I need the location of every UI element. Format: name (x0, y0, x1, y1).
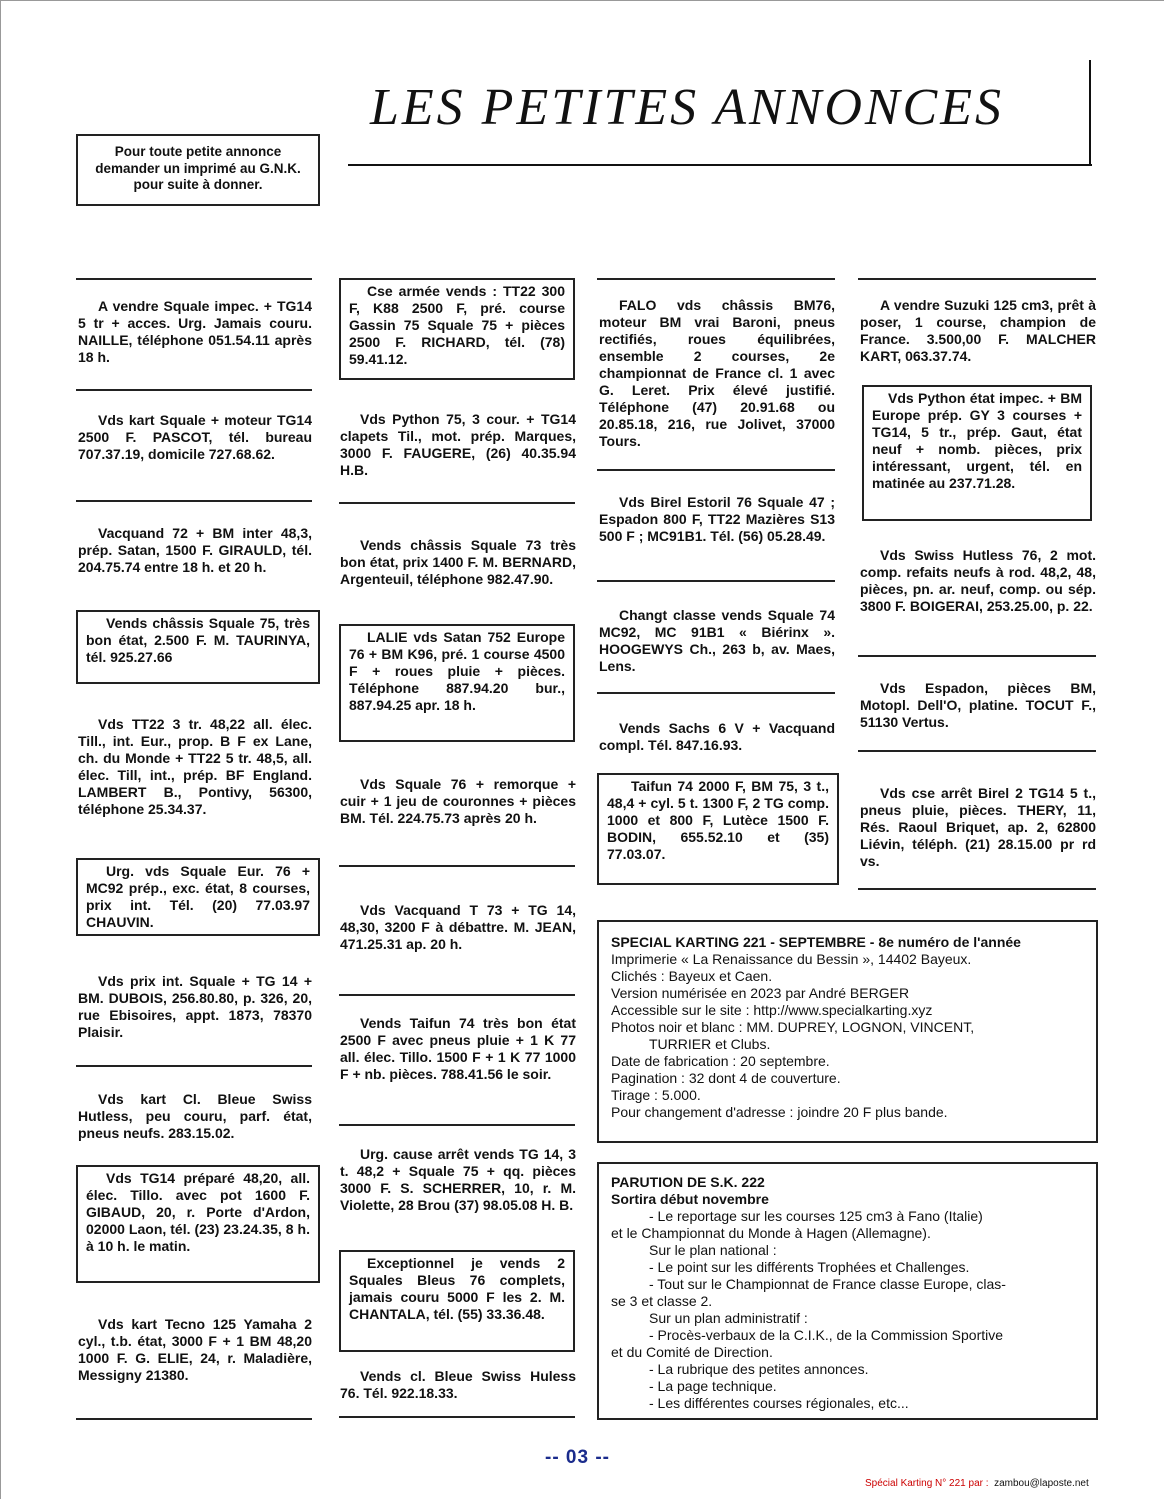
title-rule (348, 164, 1092, 166)
next-issue-line: - Le reportage sur les courses 125 cm3 à Fano (Italie) (649, 1208, 983, 1224)
next-issue-subheading: Sortira début novembre (611, 1191, 769, 1207)
colophon-line: Imprimerie « La Renaissance du Bessin », 14402 Bayeux. (611, 951, 972, 967)
divider (858, 750, 1096, 752)
next-issue-line: Sur un plan administratif : (649, 1310, 808, 1326)
colophon-line: Pour changement d'adresse : joindre 20 F plus bande. (611, 1104, 948, 1120)
divider (76, 389, 312, 391)
classified-ad: Vds TT22 3 tr. 48,22 all. élec. Till., int. Eur., prop. B F ex Lane, ch. du Monde + TT22 5 tr. 48,5, all. élec. Till, int., prép. BF England. LAMBERT B., Pontivy, 56300, téléphone 25.34.37. (78, 716, 312, 817)
footer-prefix: Spécial Karting N° 221 par : (865, 1478, 989, 1489)
next-issue-line: - Procès-verbaux de la C.I.K., de la Commission Sportive (649, 1327, 1004, 1343)
classified-ad: Vds prix int. Squale + TG 14 + BM. DUBOIS, 256.80.80, p. 326, 20, rue Ebisoires, appt. 1873, 78370 Plaisir. (78, 973, 312, 1040)
classified-ad-boxed: Vds Python état impec. + BM Europe prép. GY 3 courses + TG14, 5 tr., prép. Gaut, état neuf + nomb. pièces, prix intéressant, urgent, tél. en matinée au 237.71.28. (862, 385, 1092, 521)
classified-ad: Urg. cause arrêt vends TG 14, 3 t. 48,2 + Squale 75 + qq. pièces 3000 F. S. SCHERRER, 10, r. M. Violette, 28 Brou (37) 98.05.08 H. B. (340, 1146, 576, 1213)
classified-ad: Vds kart Squale + moteur TG14 2500 F. PASCOT, tél. bureau 707.37.19, domicile 727.68.62. (78, 412, 312, 462)
divider (858, 888, 1096, 890)
colophon-line: Tirage : 5.000. (611, 1087, 701, 1103)
classified-ad: A vendre Squale impec. + TG14 5 tr + acces. Urg. Jamais couru. NAILLE, téléphone 051.54.11 après 18 h. (78, 298, 312, 365)
colophon-line: TURRIER et Clubs. (649, 1036, 771, 1052)
next-issue-line: - Tout sur le Championnat de France classe Europe, clas- (649, 1276, 1006, 1292)
classified-ad: Vds kart Tecno 125 Yamaha 2 cyl., t.b. état, 3000 F + 1 BM 48,20 1000 F. G. ELIE, 24, r. Maladière, Messigny 21380. (78, 1316, 312, 1383)
next-issue-line: se 3 et classe 2. (611, 1293, 713, 1309)
intro-notice: Pour toute petite annonce demander un imprimé au G.N.K. pour suite à donner. (76, 134, 320, 206)
classified-ad: Vds cse arrêt Birel 2 TG14 5 t., pneus pluie, pièces. THERY, 11, Rés. Raoul Briquet, ap. 2, 62800 Liévin, téléph. (21) 28.15.00 pr rd vs. (860, 785, 1096, 869)
divider (76, 500, 312, 502)
classified-ad-boxed: Vends châssis Squale 75, très bon état, 2.500 F. M. TAURINYA, tél. 925.27.66 (76, 610, 320, 684)
divider (597, 278, 835, 280)
colophon-line: Photos noir et blanc : MM. DUPREY, LOGNON, VINCENT, (611, 1019, 975, 1035)
divider (76, 1065, 312, 1067)
classified-ad-boxed: LALIE vds Satan 752 Europe 76 + BM K96, pré. 1 course 4500 F + roues pluie + pièces. Téléphone 887.94.20 bur., 887.94.25 apr. 18 h. (339, 624, 575, 742)
classified-ad-boxed: Taifun 74 2000 F, BM 75, 3 t., 48,4 + cyl. 5 t. 1300 F, 2 TG comp. 1000 et 800 F, Lutèce 1500 F. BODIN, 655.52.10 et (35) 77.03.07. (597, 773, 839, 885)
divider (858, 278, 1096, 280)
classified-ad: Vds Squale 76 + remorque + cuir + 1 jeu de couronnes + pièces BM. Tél. 224.75.73 après 20 h. (340, 776, 576, 826)
divider (76, 278, 312, 280)
colophon-box (597, 920, 1098, 1143)
classified-ad: Vacquand 72 + BM inter 48,3, prép. Satan, 1500 F. GIRAULD, tél. 204.75.74 entre 18 h. et 20 h. (78, 525, 312, 575)
classified-ad: Vds Birel Estoril 76 Squale 47 ; Espadon 800 F, TT22 Mazières S13 500 F ; MC91B1. Tél. (56) 05.28.49. (599, 494, 835, 544)
classified-ad: Vends châssis Squale 73 très bon état, prix 1400 F. M. BERNARD, Argenteuil, téléphone 982.47.90. (340, 537, 576, 587)
next-issue-box (597, 1162, 1098, 1420)
next-issue-line: et du Comité de Direction. (611, 1344, 773, 1360)
colophon-line: Date de fabrication : 20 septembre. (611, 1053, 830, 1069)
next-issue-line: - La rubrique des petites annonces. (649, 1361, 869, 1377)
page-title: LES PETITES ANNONCES (370, 79, 1005, 136)
divider (76, 1418, 312, 1420)
classified-ad: Vends cl. Bleue Swiss Huless 76. Tél. 922.18.33. (340, 1368, 576, 1401)
next-issue-line: - Le point sur les différents Trophées et Challenges. (649, 1259, 970, 1275)
colophon-heading: SPECIAL KARTING 221 - SEPTEMBRE - 8e numéro de l'année (611, 934, 1021, 950)
next-issue-line: et le Championnat du Monde à Hagen (Allemagne). (611, 1225, 931, 1241)
classified-ad-boxed: Urg. vds Squale Eur. 76 + MC92 prép., exc. état, 8 courses, prix int. Tél. (20) 77.03.97 CHAUVIN. (76, 858, 320, 936)
classified-ad: Vds Espadon, pièces BM, Motopl. Dell'O, platine. TOCUT F., 51130 Vertus. (860, 680, 1096, 730)
divider (339, 1124, 575, 1126)
classified-ad: Vends Sachs 6 V + Vacquand compl. Tél. 847.16.93. (599, 720, 835, 753)
divider (597, 580, 835, 582)
footer-credit (865, 1478, 1089, 1489)
title-vertical-rule (1089, 60, 1091, 166)
classified-ad: A vendre Suzuki 125 cm3, prêt à poser, 1 course, champion de France. 3.500,00 F. MALCHER KART, 063.37.74. (860, 297, 1096, 364)
classified-ad: Vds Swiss Hutless 76, 2 mot. comp. refaits neufs à rod. 48,2, 48, pièces, pn. ar. neuf, comp. ou sép. 3800 F. BOIGERAI, 253.25.00, p. 22. (860, 547, 1096, 614)
next-issue-heading: PARUTION DE S.K. 222 (611, 1174, 765, 1190)
classified-ad-boxed: Cse armée vends : TT22 300 F, K88 2500 F, pré. course Gassin 75 Squale 75 + pièces 2500 F. RICHARD, tél. (78) 59.41.12. (339, 278, 575, 380)
next-issue-line: - Les différentes courses régionales, etc... (649, 1395, 909, 1411)
footer-email: zambou@laposte.net (994, 1478, 1089, 1489)
next-issue-line: - La page technique. (649, 1378, 777, 1394)
divider (339, 994, 575, 996)
colophon-line: Accessible sur le site : http://www.specialkarting.xyz (611, 1002, 933, 1018)
classified-ad-boxed: Exceptionnel je vends 2 Squales Bleus 76 complets, jamais couru 5000 F les 2. M. CHANTALA, tél. (55) 33.36.48. (339, 1250, 575, 1352)
divider (339, 865, 575, 867)
classified-ad: Vds Vacquand T 73 + TG 14, 48,30, 3200 F à débattre. M. JEAN, 471.25.31 ap. 20 h. (340, 902, 576, 952)
colophon-line: Clichés : Bayeux et Caen. (611, 968, 773, 984)
classified-ad: Vds kart Cl. Bleue Swiss Hutless, peu couru, parf. état, pneus neufs. 283.15.02. (78, 1091, 312, 1141)
divider (858, 655, 1096, 657)
divider (339, 1416, 575, 1418)
classified-ad: Changt classe vends Squale 74 MC92, MC 91B1 « Biérinx ». HOOGEWYS Ch., 263 b, av. Maes, Lens. (599, 607, 835, 674)
divider (597, 469, 835, 471)
classified-ad: FALO vds châssis BM76, moteur BM vrai Baroni, pneus rectifiés, roues équilibrées, ensemble 2 courses, 2e championnat de France cl. 1 avec G. Leret. Prix élevé justifié. Téléphone (47) 20.91.68 ou 20.85.18, 216, rue Jolivet, 37000 Tours. (599, 297, 835, 449)
colophon-line: Pagination : 32 dont 4 de couverture. (611, 1070, 841, 1086)
page-number: -- 03 -- (545, 1447, 610, 1468)
divider (339, 502, 575, 504)
colophon-line: Version numérisée en 2023 par André BERGER (611, 985, 910, 1001)
classified-ad: Vends Taifun 74 très bon état 2500 F avec pneus pluie + 1 K 77 all. élec. Tillo. 1500 F + 1 K 77 1000 F + nb. pièces. 788.41.56 le soir. (340, 1015, 576, 1082)
divider (597, 692, 835, 694)
classified-ad: Vds Python 75, 3 cour. + TG14 clapets Til., mot. prép. Marques, 3000 F. FAUGERE, (26) 40.35.94 H.B. (340, 411, 576, 478)
classified-ad-boxed: Vds TG14 préparé 48,20, all. élec. Tillo. avec pot 1600 F. GIBAUD, 20, r. Porte d'Ardon, 02000 Laon, tél. (23) 23.24.35, 8 h. à 10 h. le matin. (76, 1165, 320, 1283)
next-issue-line: Sur le plan national : (649, 1242, 777, 1258)
